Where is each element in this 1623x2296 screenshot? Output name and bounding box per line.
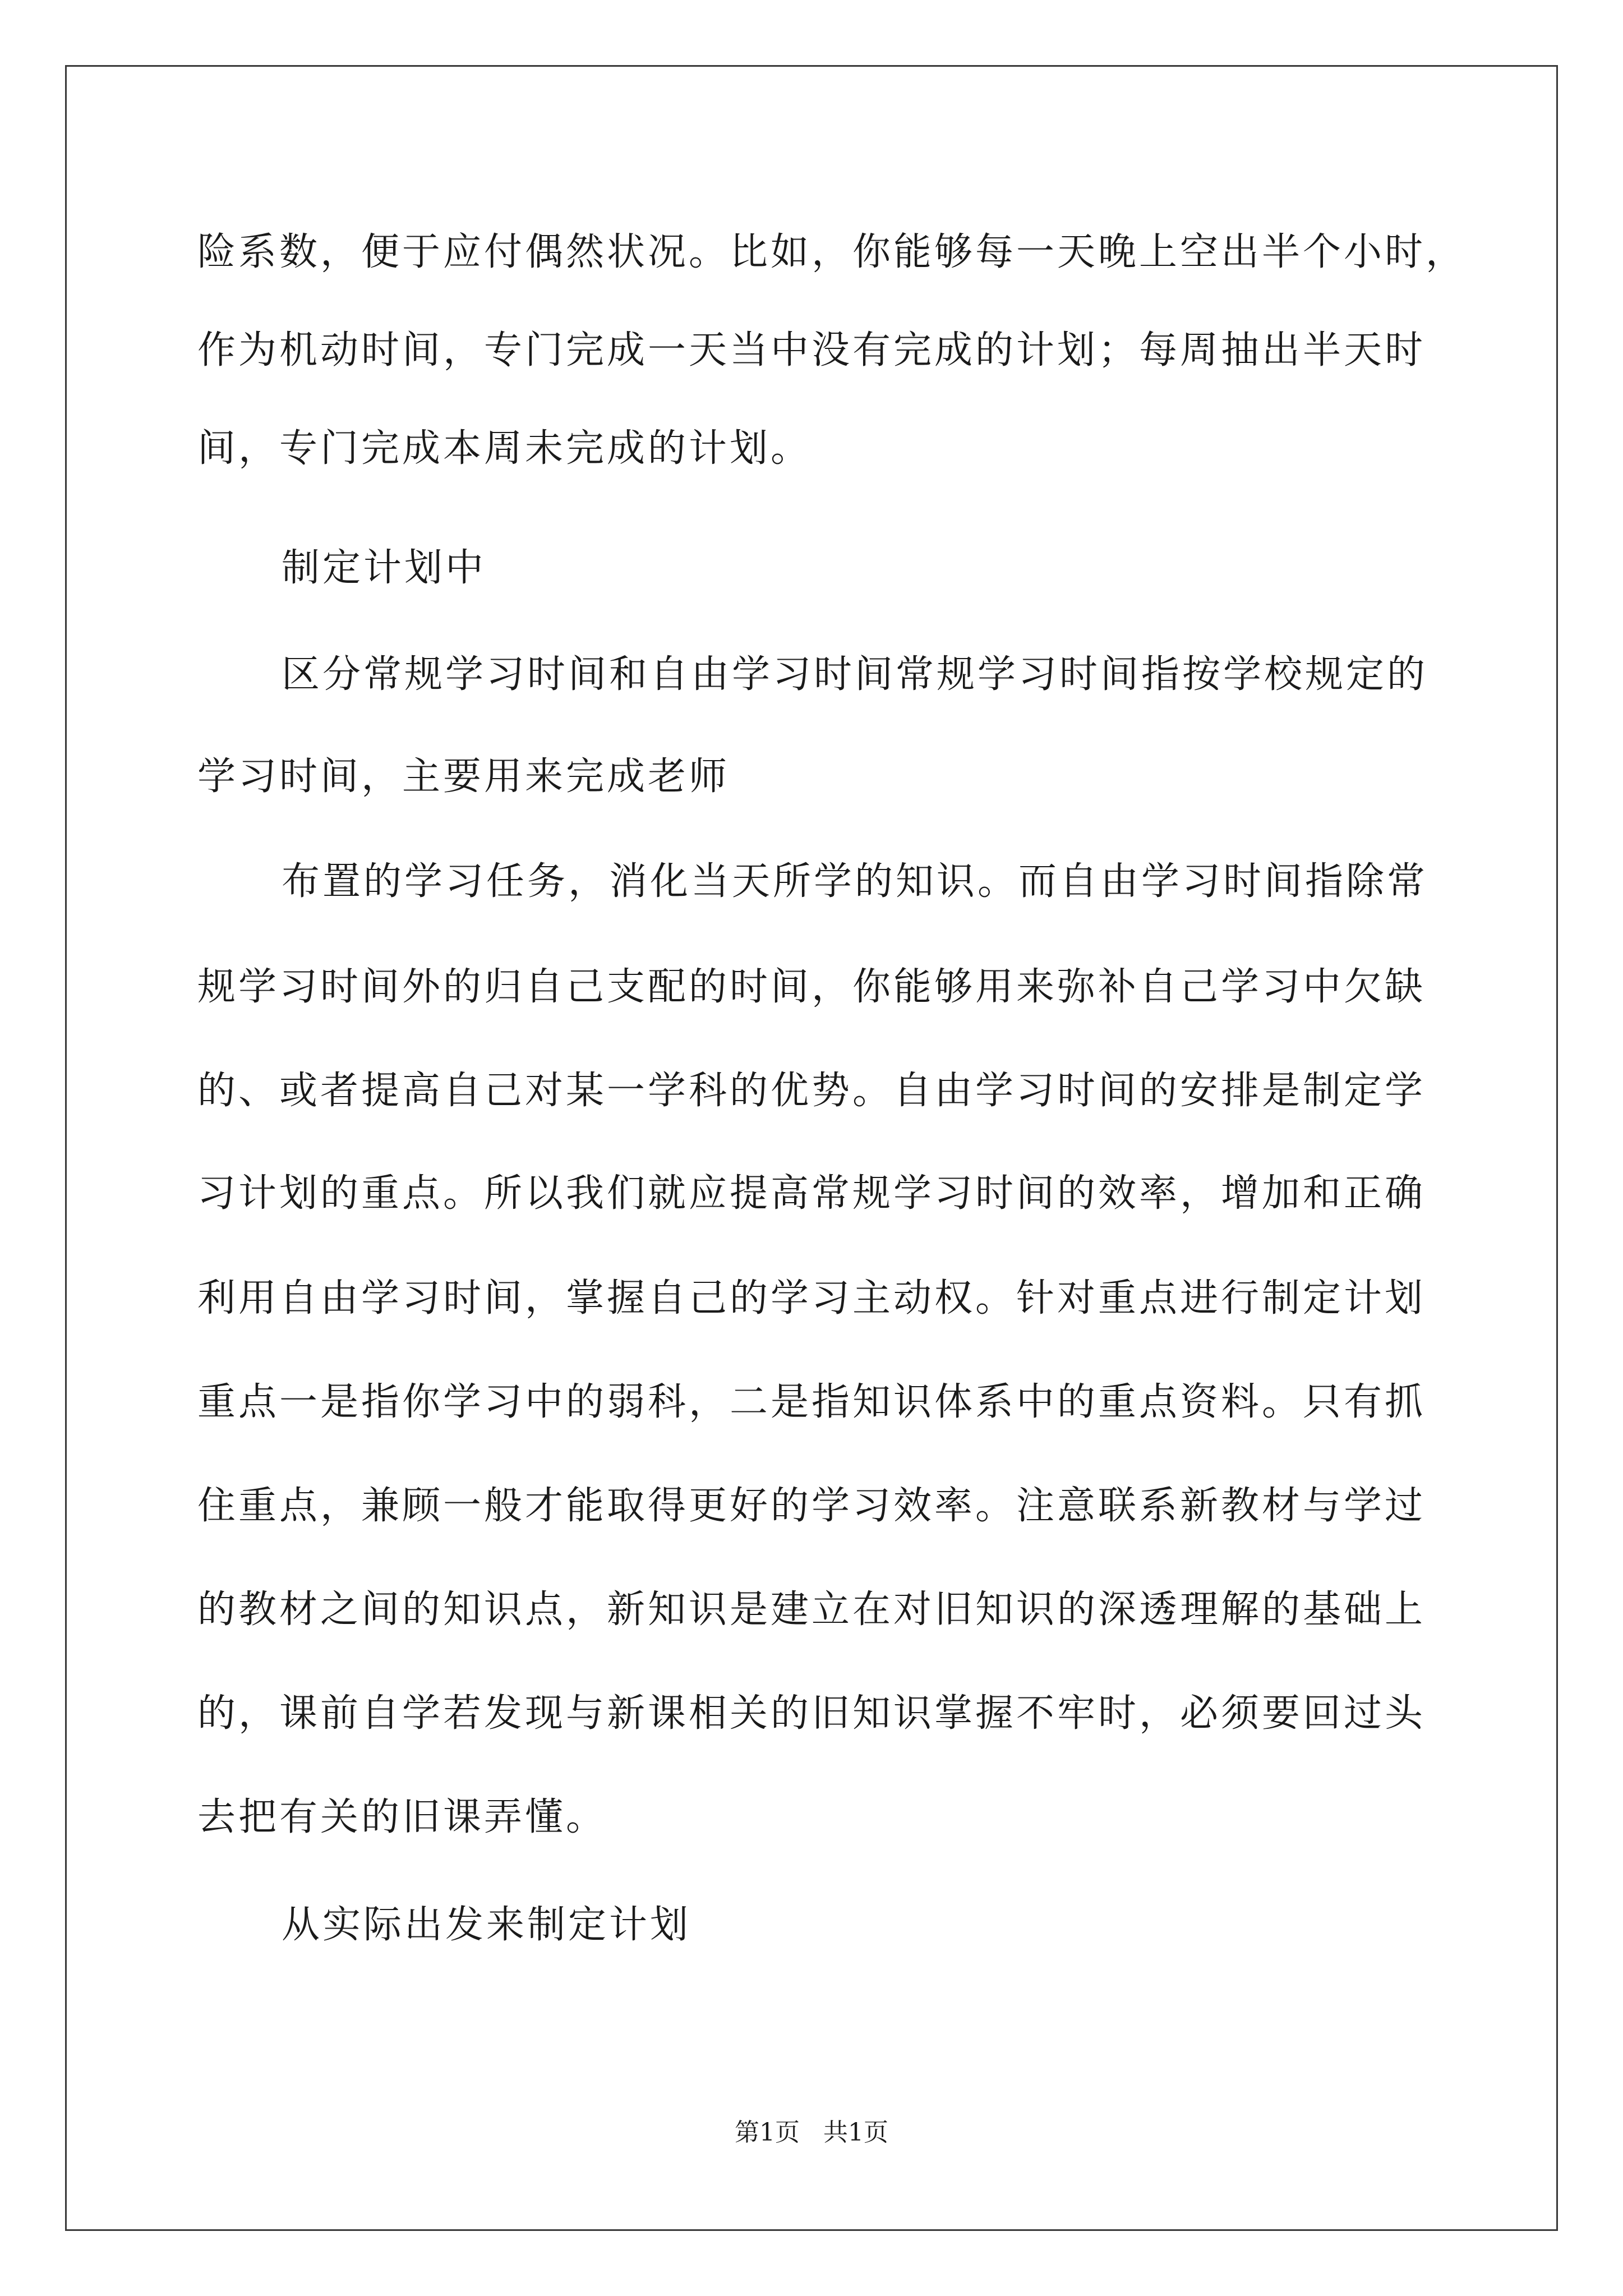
text-line: 的，课前自学若发现与新课相关的旧知识掌握不牢时，必须要回过头 — [197, 1691, 1426, 1736]
text-line: 利用自由学习时间，掌握自己的学习主动权。针对重点进行制定计划 — [197, 1276, 1426, 1320]
text-line: 布置的学习任务，消化当天所学的知识。而自由学习时间指除常 — [282, 859, 1428, 904]
text-line: 规学习时间外的归自己支配的时间，你能够用来弥补自己学习中欠缺 — [197, 965, 1426, 1009]
text-line: 学习时间，主要用来完成老师 — [197, 754, 730, 799]
text-line: 重点一是指你学习中的弱科，二是指知识体系中的重点资料。只有抓 — [197, 1380, 1426, 1424]
page-number: 第1页 共1页 — [735, 2118, 888, 2147]
text-line: 间，专门完成本周未完成的计划。 — [197, 426, 812, 471]
text-line: 的教材之间的知识点，新知识是建立在对旧知识的深透理解的基础上 — [197, 1588, 1426, 1632]
text-line: 险系数，便于应付偶然状况。比如，你能够每一天晚上空出半个小时， — [197, 230, 1467, 274]
text-line: 习计划的重点。所以我们就应提高常规学习时间的效率，增加和正确 — [197, 1171, 1426, 1216]
text-line: 去把有关的旧课弄懂。 — [197, 1795, 607, 1839]
text-line: 区分常规学习时间和自由学习时间常规学习时间指按学校规定的 — [282, 652, 1428, 697]
text-line: 作为机动时间，专门完成一天当中没有完成的计划；每周抽出半天时 — [197, 328, 1426, 372]
text-line: 的、或者提高自己对某一学科的优势。自由学习时间的安排是制定学 — [197, 1069, 1426, 1113]
section-heading: 从实际出发来制定计划 — [282, 1903, 691, 1947]
text-line: 住重点，兼顾一般才能取得更好的学习效率。注意联系新教材与学过 — [197, 1484, 1426, 1528]
section-heading: 制定计划中 — [282, 546, 487, 590]
